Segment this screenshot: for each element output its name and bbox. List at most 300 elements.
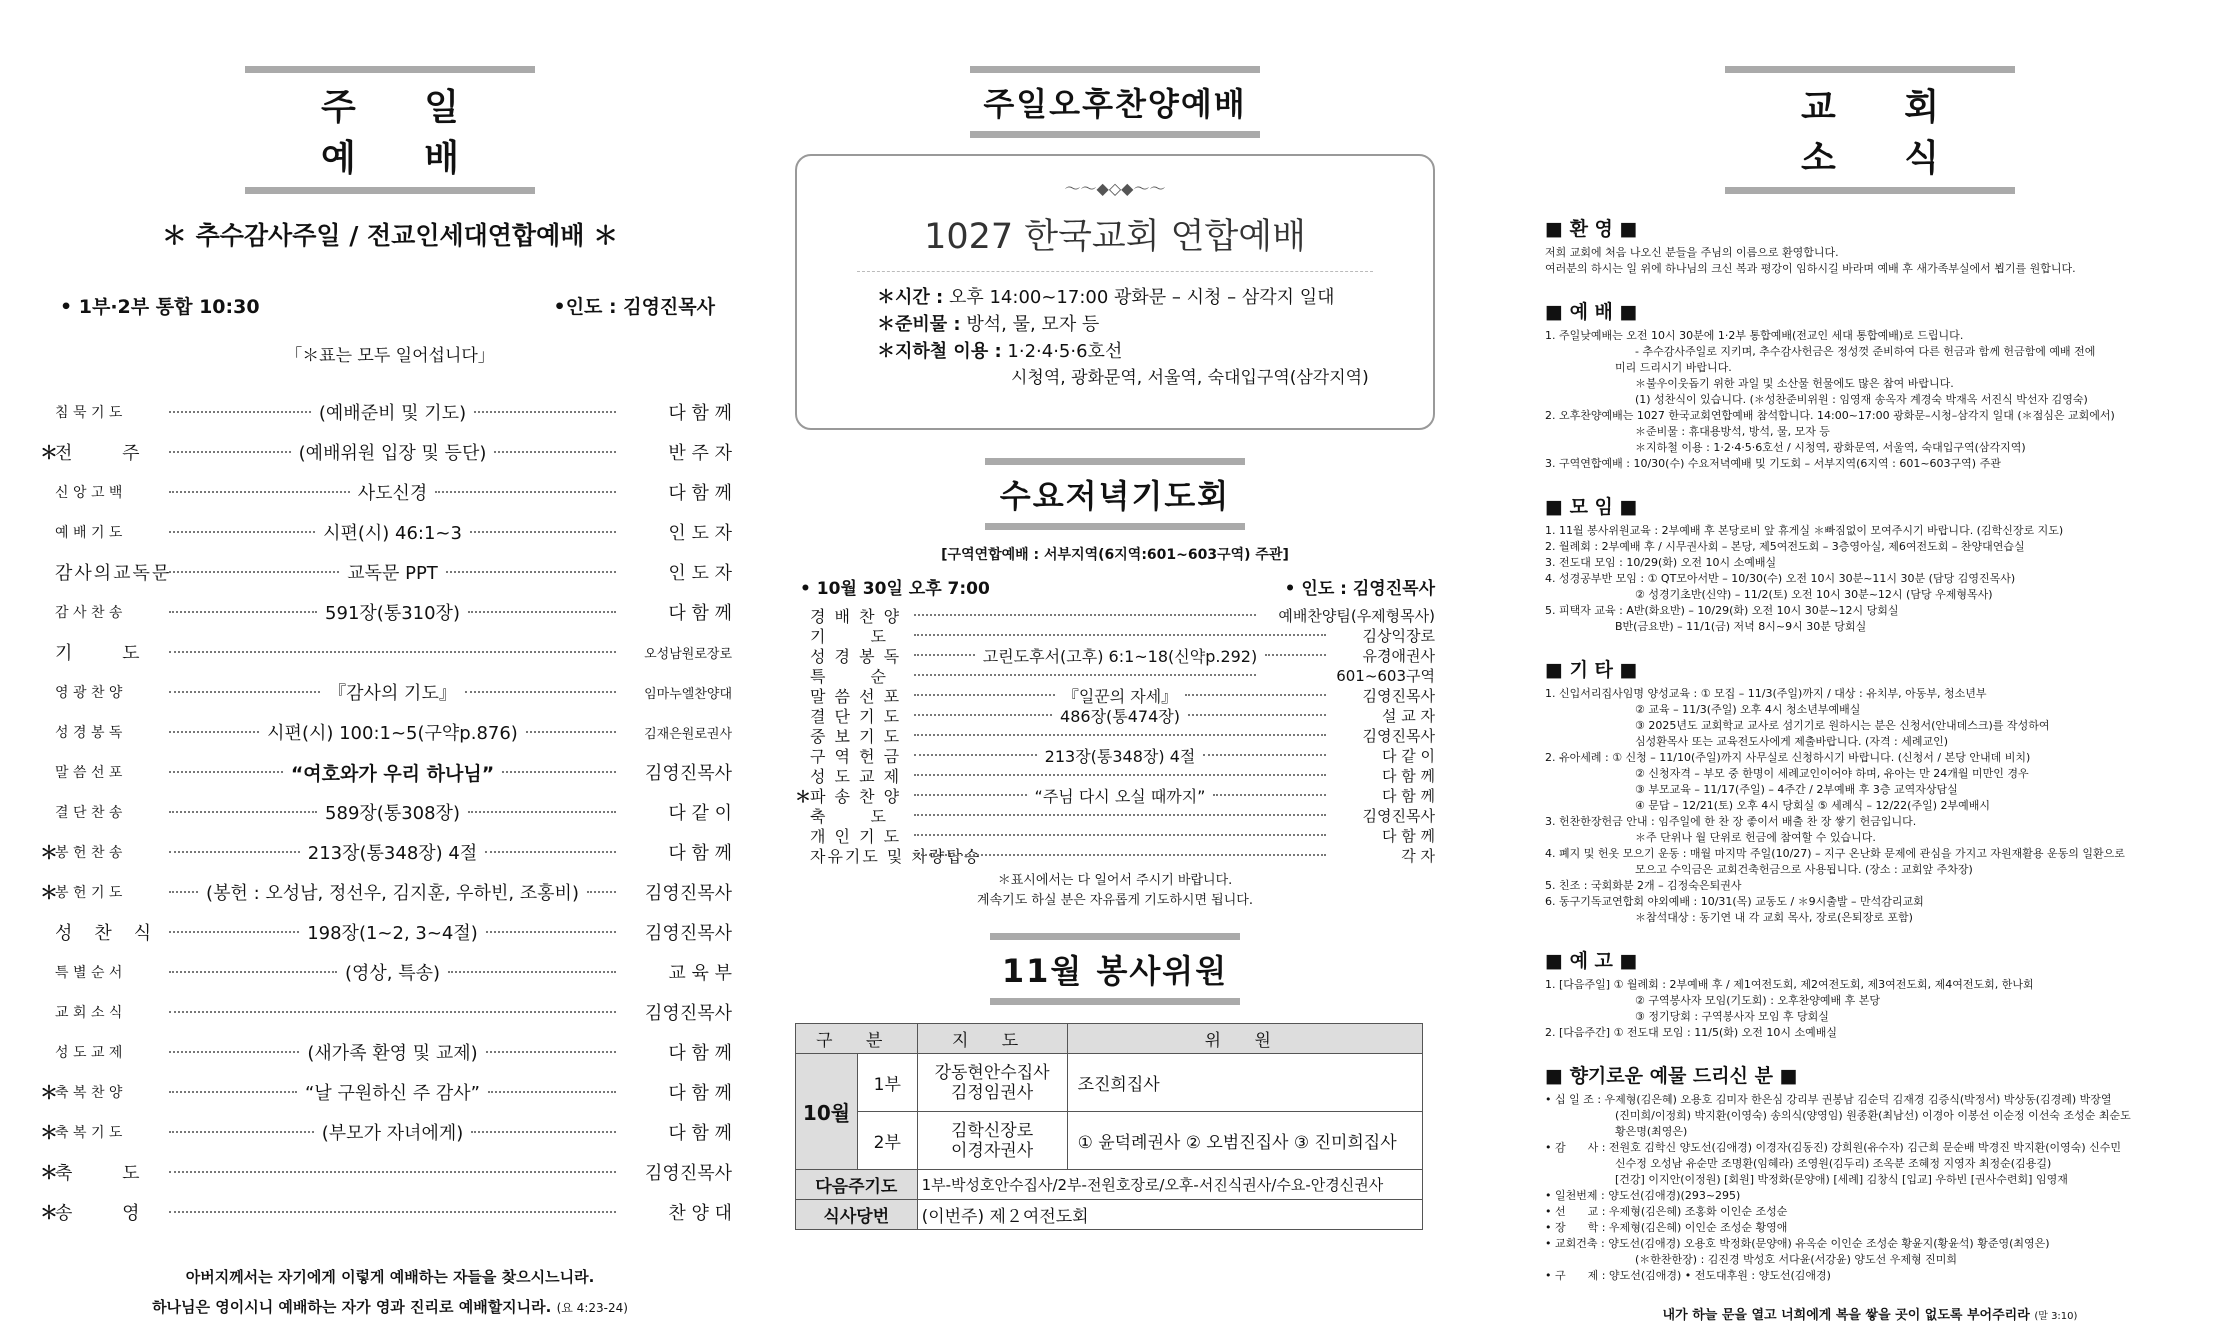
- wednesday-item-leader: 다 함 께: [1381, 766, 1435, 785]
- news-line: ③ 부모교육 – 11/17(주일) – 4주간 / 2부예배 후 3층 교역자상담실: [1635, 783, 1958, 796]
- leader-dots: [169, 1091, 297, 1093]
- order-item-name: 봉 헌 찬 송: [55, 845, 123, 861]
- november-service-heading: 11월 봉사위원: [990, 933, 1240, 1005]
- leader-dots: [169, 491, 350, 493]
- leader-dots: [486, 931, 616, 933]
- leader-dots: [169, 931, 299, 933]
- order-item-leader: 김영진목사: [645, 1003, 732, 1024]
- order-content: [165, 1039, 620, 1065]
- order-content: [165, 759, 620, 786]
- order-row: [40, 912, 740, 952]
- next-prayer-value: 1부-박성호안수집사/2부-전원호장로/오후-서진식권사/수요-안경신권사: [917, 1170, 1422, 1200]
- leader-dots: [914, 814, 1326, 816]
- leader-dots: [468, 811, 616, 813]
- order-star: ＊: [40, 1203, 58, 1224]
- service-part1: 1부: [858, 1054, 918, 1112]
- wednesday-item-name: 특 순: [810, 666, 888, 686]
- leader-dots: [1188, 714, 1326, 716]
- order-item-content: 589장(통308장): [325, 803, 460, 824]
- order-item-name: 성 도 교 제: [55, 1045, 123, 1061]
- wednesday-item-leader: 다 같 이: [1381, 746, 1435, 765]
- wednesday-time: • 10월 30일 오후 7:00: [800, 579, 990, 599]
- order-item-content: (예배준비 및 기도): [318, 403, 467, 424]
- news-line: • 선 교 : 우제형(김은혜) 조홍화 이인순 조성순: [1545, 1205, 1788, 1218]
- wednesday-item-leader: 다 함 께: [1381, 786, 1435, 805]
- news-section-title: ■ 모 임 ■: [1545, 496, 1638, 518]
- order-row: [40, 1032, 740, 1072]
- header-members: 위 원: [1067, 1024, 1422, 1054]
- order-star: ＊: [40, 1083, 58, 1104]
- order-content: [165, 1011, 620, 1013]
- order-content: [165, 679, 620, 705]
- order-item-content: 시편(시) 46:1~3: [323, 523, 462, 544]
- event-items-value: 방석, 물, 모자 등: [966, 314, 1100, 335]
- order-item-name: 침 묵 기 도: [55, 405, 123, 421]
- wednesday-note1: ＊표시에서는 다 일어서 주시기 바랍니다.: [997, 873, 1233, 888]
- order-row: [40, 592, 740, 632]
- leader-dots: [169, 851, 300, 853]
- afternoon-worship-heading: 주일오후찬양예배: [970, 66, 1260, 138]
- news-line: 황은명(최영은): [1615, 1125, 1688, 1138]
- order-item-content: (영상, 특송): [344, 963, 441, 984]
- order-of-worship: [40, 392, 740, 1232]
- leader-dots: [169, 1011, 616, 1013]
- news-line: 1. 11월 봉사위원교육 : 2부예배 후 본당로비 앞 휴게실 ＊빠짐없이 모여주시기 바랍니다. (김학신장로 지도): [1545, 524, 2064, 537]
- closing-verse-text: 내가 하늘 문을 열고 너희에게 복을 쌓을 곳이 없도록 부어주리라: [1662, 1308, 2030, 1323]
- service-part2-members: ① 윤덕례권사 ② 오범진집사 ③ 진미희집사: [1067, 1112, 1422, 1170]
- order-content: [165, 1171, 620, 1173]
- news-section: [1545, 946, 2195, 1041]
- order-item-content: (봉헌 : 오성남, 정선우, 김지훈, 우하빈, 조홍비): [206, 883, 579, 904]
- news-section: [1545, 655, 2195, 926]
- service-part2: 2부: [858, 1112, 918, 1170]
- wednesday-meta: [795, 574, 1435, 599]
- leader-dots: [169, 731, 259, 733]
- order-item-leader: 김영진목사: [645, 763, 732, 784]
- news-line: 5. 친조 : 국회화분 2개 – 김정숙은퇴권사: [1545, 879, 1742, 892]
- leader-dots: [587, 891, 616, 893]
- order-item-leader: 다 함 께: [668, 1043, 732, 1064]
- wednesday-content: [910, 854, 1330, 856]
- leader-dots: [914, 834, 1326, 836]
- wednesday-subtitle: [구역연합예배 : 서부지역(6지역:601~603구역) 주관]: [941, 547, 1289, 563]
- wednesday-item-name: 중 보 기 도: [810, 726, 902, 746]
- news-line: ＊주 단위나 월 단위로 헌금에 참여할 수 있습니다.: [1635, 831, 1876, 844]
- news-line: • 구 제 : 양도선(김애경) • 전도대후원 : 양도선(김애경): [1545, 1269, 1831, 1282]
- news-line: 4. 성경공부반 모임 : ① QT모아서반 – 10/30(수) 오전 10시 30분~11시 30분 (담당 김영진목사): [1545, 572, 2016, 585]
- leader-dots: [169, 771, 283, 773]
- leader-dots: [169, 691, 320, 693]
- leader-dots: [169, 891, 198, 893]
- order-row: [40, 552, 740, 592]
- footer-verse-line2: 하나님은 영이시니 예배하는 자가 영과 진리로 예배할지니라.: [152, 1298, 552, 1316]
- leader-dots: [488, 1091, 616, 1093]
- wednesday-item-leader: 김영진목사: [1362, 806, 1435, 825]
- event-subway-label: ＊지하철 이용 :: [877, 341, 1002, 362]
- order-row: [40, 752, 740, 792]
- wednesday-item-name: 자유기도 및 차량탑승: [810, 846, 982, 866]
- wednesday-item-leader: 각 자: [1401, 846, 1435, 865]
- order-item-name: 기 도: [55, 643, 142, 664]
- wednesday-row: [795, 725, 1435, 745]
- order-item-name: 성 찬 식: [55, 923, 154, 944]
- wednesday-item-name: 성 경 봉 독: [810, 646, 902, 666]
- leader-dots: [914, 654, 975, 656]
- wednesday-item-name: 말 씀 선 포: [810, 686, 902, 706]
- leader-dots: [914, 854, 1326, 856]
- leader-dots: [914, 614, 1256, 616]
- header-leader: 지 도: [917, 1024, 1067, 1054]
- leader-dots: [169, 451, 291, 453]
- part2-leader2: 이경자권사: [951, 1140, 1034, 1161]
- order-content: [165, 839, 620, 865]
- order-row: [40, 432, 740, 472]
- event-time-row: [807, 284, 1423, 311]
- wednesday-notes: [795, 871, 1435, 911]
- closing-verse: [1545, 1304, 2195, 1323]
- order-item-name: 교 회 소 식: [55, 1005, 123, 1021]
- leader-dots: [1203, 754, 1326, 756]
- order-content: [165, 719, 620, 745]
- leader-dots: [914, 774, 1326, 776]
- news-line: 3. 구역연합예배 : 10/30(수) 수요저녁예배 및 기도회 – 서부지역(6지역 : 601~603구역) 주관: [1545, 457, 2001, 470]
- wednesday-item-content: 고린도후서(고후) 6:1~18(신약p.292): [982, 646, 1258, 666]
- standing-notice: 「＊표는 모두 일어섭니다」: [285, 346, 495, 366]
- order-row: [40, 712, 740, 752]
- service-row-1bu: [796, 1054, 1423, 1112]
- church-news-column: [1545, 0, 2195, 1323]
- service-part2-leaders: [917, 1112, 1067, 1170]
- order-item-leader: 다 함 께: [668, 483, 732, 504]
- wednesday-row: [795, 805, 1435, 825]
- wednesday-order: [795, 605, 1435, 865]
- leader-dots: [169, 611, 317, 613]
- event-title: 1027 한국교회 연합예배: [924, 217, 1306, 257]
- leader-dots: [169, 811, 317, 813]
- news-line: 1. 신입서리집사임명 양성교육 : ① 모집 – 11/3(주일)까지 / 대상 : 유치부, 아동부, 청소년부: [1545, 687, 1987, 700]
- news-line: • 감 사 : 전원호 김학신 양도선(김애경) 이경자(김동진) 강희원(유수자) 김근희 문순배 박경진 박지환(이영숙) 신수민: [1545, 1141, 2122, 1154]
- leader-dots: [914, 634, 1326, 636]
- news-line: ③ 2025년도 교회학교 교사로 섬기기로 원하시는 분은 신청서(안내데스크)를 작성하여: [1635, 719, 2050, 732]
- order-star: ＊: [40, 1123, 58, 1144]
- order-content: [165, 399, 620, 425]
- wednesday-row: [795, 685, 1435, 705]
- order-item-name: 축 복 기 도: [55, 1125, 123, 1141]
- order-star: ＊: [795, 786, 812, 806]
- event-time-value: 오후 14:00~17:00 광화문 – 시청 – 삼각지 일대: [948, 287, 1335, 308]
- leader-dots: [465, 691, 616, 693]
- order-content: [165, 799, 620, 825]
- part2-leader1: 김학신장로: [951, 1120, 1034, 1141]
- leader-dots: [468, 611, 616, 613]
- leader-dots: [1265, 654, 1326, 656]
- order-item-content: 교독문 PPT: [347, 563, 438, 584]
- order-item-content: 사도신경: [357, 483, 428, 504]
- order-content: [165, 651, 620, 653]
- wednesday-item-content: 『일꾼의 자세』: [1062, 686, 1178, 706]
- leader-dots: [914, 714, 1052, 716]
- leader-dots: [470, 531, 616, 533]
- news-line: 여러분의 하시는 일 위에 하나님의 크신 복과 평강이 임하시길 바라며 예배 후 새가족부실에서 뵙기를 원합니다.: [1545, 262, 2076, 275]
- news-line: • 십 일 조 : 우제형(김은혜) 오용호 김미자 한은심 강리부 권봉남 김순덕 김재경 김증식(박정서) 박상동(김경례) 박장열: [1545, 1093, 2112, 1106]
- order-content: [165, 519, 620, 545]
- wednesday-note2: 계속기도 하실 분은 자유롭게 기도하시면 됩니다.: [977, 893, 1253, 908]
- wednesday-item-leader: 예배찬양팀(우제형목사): [1278, 606, 1435, 625]
- footer-verse-line1: 아버지께서는 자기에게 이렇게 예배하는 자들을 찾으시느니라.: [185, 1268, 595, 1286]
- order-item-leader: 김영진목사: [645, 883, 732, 904]
- order-item-leader: 다 함 께: [668, 1123, 732, 1144]
- order-item-content: “날 구원하신 주 감사”: [305, 1083, 480, 1104]
- wednesday-item-leader: 김영진목사: [1362, 686, 1435, 705]
- leader-dots: [486, 1051, 616, 1053]
- order-item-name: 성 경 봉 독: [55, 725, 123, 741]
- service-table-header: [796, 1024, 1423, 1054]
- news-line: 모으고 수익금은 교회건축헌금으로 사용됩니다. (장소 : 교회앞 주차장): [1635, 863, 1973, 876]
- leader-dots: [169, 411, 311, 413]
- order-star: ＊: [40, 443, 58, 464]
- leader-dots: [914, 754, 1037, 756]
- news-line: 6. 동구기독교연합회 야외예배 : 10/31(목) 교동도 / ＊9시출발 – 만석감리교회: [1545, 895, 1924, 908]
- news-line: ② 신청자격 – 부모 중 한명이 세례교인이어야 하며, 유아는 만 24개월 미만인 경우: [1635, 767, 2029, 780]
- order-item-name: 축 복 찬 양: [55, 1085, 123, 1101]
- wednesday-item-content: “주님 다시 오실 때까지”: [1034, 786, 1206, 806]
- header-category: 구 분: [796, 1024, 918, 1054]
- leader-dots: [446, 571, 616, 573]
- news-line: 2. 유아세례 : ① 신청 – 11/10(주일)까지 사무실로 신청하시기 바랍니다. (신청서 / 본당 안내데 비치): [1545, 751, 2031, 764]
- order-item-name: 축 도: [55, 1163, 142, 1184]
- news-section: [1545, 492, 2195, 635]
- wednesday-content: [910, 784, 1330, 807]
- part1-leader2: 김정임권사: [951, 1082, 1034, 1103]
- event-subway-value: 1·2·4·5·6호선: [1007, 341, 1123, 362]
- order-row: [40, 872, 740, 912]
- order-star: ＊: [40, 883, 58, 904]
- leader-dots: [914, 794, 1027, 796]
- news-line: [건강] 이지안(이정원) [회원] 박정화(문양애) [세례] 김창식 [입교] 우하빈 [권사수련회] 임영재: [1615, 1173, 2068, 1186]
- order-item-leader: 교 육 부: [668, 963, 732, 984]
- order-row: [40, 512, 740, 552]
- order-item-content: 『감사의 기도』: [328, 683, 457, 704]
- news-line: (진미희/이정희) 박지환(이영숙) 송의식(양영임) 원종환(최남선) 이경아 이봉선 이순정 이선숙 조성순 최순도: [1615, 1109, 2131, 1122]
- order-row: [40, 952, 740, 992]
- leader-dots: [914, 734, 1326, 736]
- wednesday-content: [910, 744, 1330, 767]
- leader-dots: [1185, 694, 1326, 696]
- news-section: [1545, 297, 2195, 472]
- church-news-sections: [1545, 214, 2195, 1284]
- wednesday-item-name: 결 단 기 도: [810, 706, 902, 726]
- order-row: [40, 792, 740, 832]
- order-item-leader: 반 주 자: [668, 443, 732, 464]
- wednesday-item-leader: 다 함 께: [1381, 826, 1435, 845]
- news-section-title: ■ 환 영 ■: [1545, 218, 1638, 240]
- news-line: ＊참석대상 : 동기연 내 각 교회 목사, 장로(은퇴장로 포함): [1635, 911, 1913, 924]
- news-line: 1. [다음주일] ① 월례회 : 2부예배 후 / 제1여전도회, 제2여전도회, 제3여전도회, 제4여전도회, 한나회: [1545, 978, 2034, 991]
- wednesday-prayer-heading: 수요저녁기도회: [985, 458, 1245, 530]
- news-line: ④ 문답 – 12/21(토) 오후 4시 당회실 ⑤ 세례식 – 12/22(주일) 2부예배시: [1635, 799, 1991, 812]
- news-line: • 교회건축 : 양도선(김애경) 오용호 박정화(문양애) 유옥순 이인순 조성순 황윤지(황윤석) 황준영(최영은): [1545, 1237, 2050, 1250]
- service-row-next-prayer: [796, 1170, 1423, 1200]
- news-line: 2. [다음주간] ① 전도대 모임 : 11/5(화) 오전 10시 소예배실: [1545, 1026, 1838, 1039]
- meal-duty-label: 식사당번: [796, 1200, 918, 1230]
- wednesday-item-leader: 유경애권사: [1362, 646, 1435, 665]
- news-line: ＊준비물 : 휴대용방석, 방석, 물, 모자 등: [1635, 425, 1830, 438]
- wednesday-content: [910, 614, 1260, 616]
- news-line: 1. 주일낮예배는 오전 10시 30분에 1·2부 통합예배(전교인 세대 통합예배)로 드립니다.: [1545, 329, 1964, 342]
- meal-duty-value: (이번주) 제２여전도회: [917, 1200, 1422, 1230]
- wednesday-row: [795, 625, 1435, 645]
- news-line: 4. 폐지 및 헌옷 모으기 운동 : 매월 마지막 주일(10/27) – 지구 온난화 문제에 관심을 가지고 자원재활용 운동의 일환으로: [1545, 847, 2125, 860]
- wednesday-item-name: 파 송 찬 양: [810, 786, 902, 806]
- wednesday-row: [795, 825, 1435, 845]
- event-divider: [857, 271, 1373, 272]
- wednesday-row: [795, 605, 1435, 625]
- afternoon-column: [795, 0, 1435, 1240]
- leader-dots: [169, 651, 616, 653]
- news-line: ② 구역봉사자 모임(기도회) : 오후찬양예배 후 본당: [1635, 994, 1881, 1007]
- event-items-label: ＊준비물 :: [877, 314, 961, 335]
- wednesday-content: [910, 734, 1330, 736]
- order-row: [40, 1072, 740, 1112]
- news-line: ② 교육 – 11/3(주일) 오후 4시 청소년부예배실: [1635, 703, 1861, 716]
- order-content: [165, 439, 620, 465]
- order-star: ＊: [40, 843, 58, 864]
- wednesday-item-name: 축 도: [810, 806, 888, 826]
- event-items-row: [807, 311, 1423, 338]
- order-item-content: “여호와가 우리 하나님”: [290, 762, 495, 785]
- wednesday-content: [910, 634, 1330, 636]
- order-item-leader: 다 함 께: [668, 403, 732, 424]
- leader-dots: [169, 1131, 314, 1133]
- news-line: • 일천번제 : 양도선(김애경)(293~295): [1545, 1189, 1741, 1202]
- closing-verse-ref: (말 3:10): [2034, 1311, 2078, 1322]
- leader-dots: [169, 531, 315, 533]
- order-row: [40, 672, 740, 712]
- order-item-content: (새가족 환영 및 교제): [307, 1043, 478, 1064]
- leader-dots: [474, 411, 616, 413]
- wednesday-row: [795, 785, 1435, 805]
- wednesday-item-leader: 김상익장로: [1362, 626, 1435, 645]
- footer-verse-ref: (요 4:23-24): [556, 1301, 628, 1315]
- order-item-name: 송 영: [55, 1203, 142, 1224]
- order-row: [40, 1192, 740, 1232]
- leader-dots: [471, 1131, 616, 1133]
- order-item-leader: 다 함 께: [668, 843, 732, 864]
- worship-subtitle: ＊ 추수감사주일 / 전교인세대연합예배 ＊: [161, 221, 619, 250]
- wednesday-content: [910, 814, 1330, 816]
- order-item-name: 특 별 순 서: [55, 965, 123, 981]
- order-content: [165, 1119, 620, 1145]
- union-event-box: [795, 154, 1435, 430]
- order-content: [165, 959, 620, 985]
- news-line: ② 성경기초반(신약) – 11/2(토) 오전 10시 30분~12시 (담당 우제형목사): [1635, 588, 1993, 601]
- service-time: • 1부·2부 통합 10:30: [60, 296, 260, 318]
- order-item-leader: 다 함 께: [668, 603, 732, 624]
- order-item-name: 영 광 찬 양: [55, 685, 123, 701]
- order-content: [165, 1211, 620, 1213]
- order-item-name: 신 앙 고 백: [55, 485, 123, 501]
- church-news-heading: 교 회 소 식: [1725, 66, 2015, 194]
- wednesday-leader: • 인도 : 김영진목사: [1284, 579, 1435, 599]
- news-section-title: ■ 예 고 ■: [1545, 950, 1638, 972]
- event-subway-stations: 시청역, 광화문역, 서울역, 숙대입구역(삼각지역): [1011, 368, 1369, 388]
- wednesday-row: [795, 665, 1435, 685]
- leader-dots: [1213, 794, 1326, 796]
- service-part1-leaders: [917, 1054, 1067, 1112]
- wednesday-content: [910, 674, 1260, 676]
- news-line: 2. 오후찬양예배는 1027 한국교회연합예배 참석합니다. 14:00~17:00 광화문–시청–삼각지 일대 (＊점심은 교회에서): [1545, 409, 2115, 422]
- wednesday-content: [910, 834, 1330, 836]
- order-content: [165, 919, 620, 945]
- leader-dots: [169, 1051, 299, 1053]
- news-line: - 추수감사주일로 지키며, 추수감사헌금은 정성껏 준비하여 다른 헌금과 함께 헌금함에 예배 전에: [1635, 345, 2096, 358]
- event-time-label: ＊시간 :: [877, 287, 944, 308]
- news-line: 2. 월례회 : 2부예배 후 / 시무권사회 – 본당, 제5여전도회 – 3층영아실, 제6여전도회 – 찬양대연습실: [1545, 540, 2025, 553]
- next-prayer-label: 다음주기도: [796, 1170, 918, 1200]
- leader-dots: [485, 851, 616, 853]
- sunday-worship-heading: 주 일 예 배: [245, 66, 535, 194]
- event-subway-row: [807, 338, 1423, 365]
- wednesday-content: [910, 704, 1330, 727]
- part1-leader1: 강동현안수집사: [934, 1062, 1050, 1083]
- order-item-name: 전 주: [55, 443, 142, 464]
- order-item-leader: 인 도 자: [668, 563, 732, 584]
- wednesday-row: [795, 845, 1435, 865]
- leader-dots: [914, 694, 1055, 696]
- order-item-name: 감 사 찬 송: [55, 605, 123, 621]
- order-item-name: 예 배 기 도: [55, 525, 123, 541]
- order-row: [40, 1112, 740, 1152]
- leader-dots: [169, 1211, 616, 1213]
- news-line: 미리 드리시기 바랍니다.: [1615, 361, 1732, 374]
- leader-dots: [494, 451, 616, 453]
- service-table: [795, 1023, 1423, 1230]
- news-section-title: ■ 기 타 ■: [1545, 659, 1638, 681]
- news-line: 신수정 오성남 유순만 조명환(임혜라) 조영원(김두리) 조옥분 조혜정 지영자 최정순(김용길): [1615, 1157, 2052, 1170]
- order-content: [165, 479, 620, 505]
- news-line: (＊한찬한장) : 김진경 박성호 서다윤(서강윤) 양도선 우제형 진미희: [1635, 1253, 1957, 1266]
- order-item-content: 591장(통310장): [325, 603, 460, 624]
- wednesday-item-name: 경 배 찬 양: [810, 606, 902, 626]
- wednesday-item-leader: 김영진목사: [1362, 726, 1435, 745]
- order-item-leader: 임마누엘찬양대: [644, 686, 732, 702]
- wednesday-item-leader: 설 교 자: [1381, 706, 1435, 725]
- leader-dots: [435, 491, 616, 493]
- order-content: [165, 879, 620, 905]
- order-item-content: (예배위원 입장 및 등단): [298, 443, 487, 464]
- news-section: [1545, 1061, 2195, 1284]
- news-line: 5. 피택자 교육 : A반(화요반) – 10/29(화) 오전 10시 30분~12시 당회실: [1545, 604, 1899, 617]
- wednesday-row: [795, 645, 1435, 665]
- leader-dots: [914, 674, 1256, 676]
- order-content: [165, 1079, 620, 1105]
- worship-meta: [40, 292, 740, 319]
- wednesday-content: [910, 644, 1330, 667]
- order-row: [40, 392, 740, 432]
- order-item-name: 감사의교독문: [55, 563, 172, 584]
- order-row: [40, 632, 740, 672]
- service-row-2bu: [796, 1112, 1423, 1170]
- order-item-leader: 김영진목사: [645, 923, 732, 944]
- leader-dots: [169, 971, 337, 973]
- leader-dots: [502, 771, 616, 773]
- news-line: 저희 교회에 처음 나오신 분들을 주님의 이름으로 환영합니다.: [1545, 246, 1839, 259]
- ornament-divider: ～～◆◇◆～～: [1064, 179, 1166, 198]
- wednesday-row: [795, 745, 1435, 765]
- news-line: ③ 정기당회 : 구역봉사자 모임 후 당회실: [1635, 1010, 1829, 1023]
- news-line: 심성환목사 또는 교육전도사에게 제출바랍니다. (자격 : 세례교인): [1635, 735, 1949, 748]
- leader-dots: [526, 731, 616, 733]
